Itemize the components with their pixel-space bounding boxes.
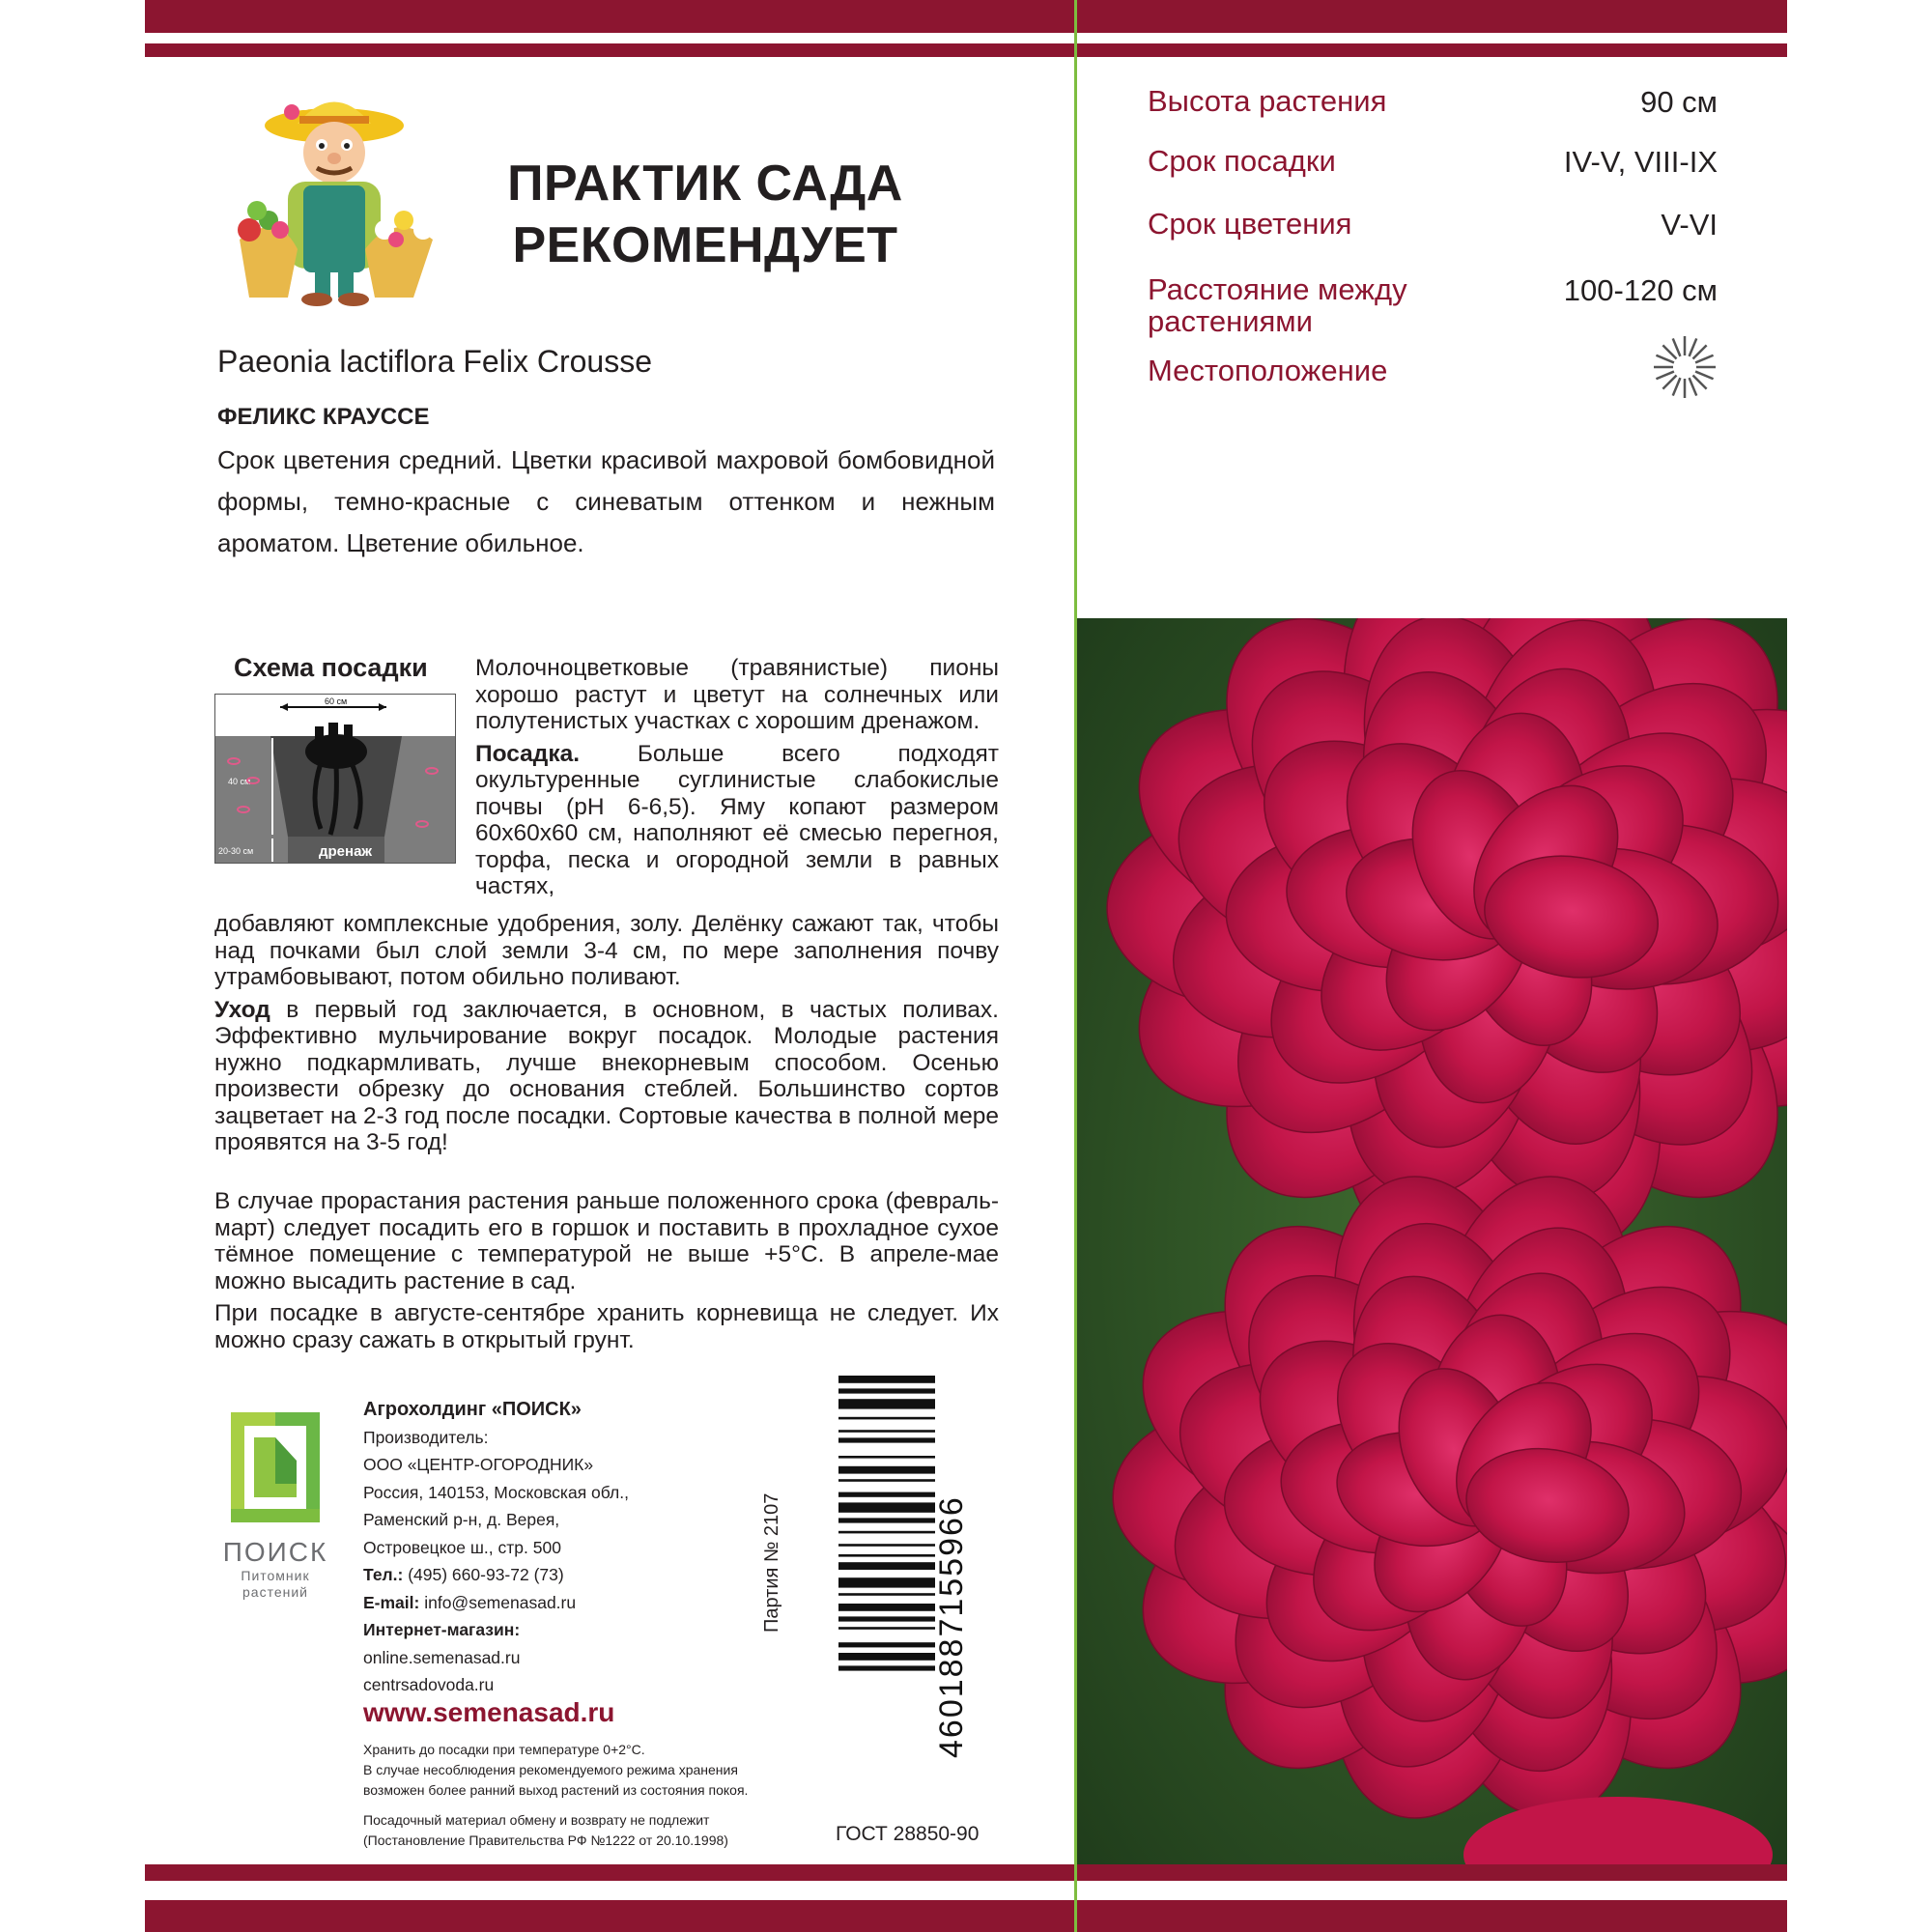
storage-line-1: Хранить до посадки при температуре 0+2°С. (363, 1742, 645, 1757)
barcode-bar (838, 1456, 935, 1459)
sun-ray (1692, 345, 1706, 358)
scheme-width-label: 60 см (325, 696, 348, 706)
august-planting-text: При посадке в августе-сентябре хранить корневища не следует. Их можно сразу сажать в открытый грунт. (214, 1300, 999, 1353)
latin-name: Paeonia lactiflora Felix Crousse (217, 344, 652, 379)
scheme-title: Схема посадки (234, 653, 428, 682)
barcode-bar (838, 1627, 935, 1630)
care-intro: Молочноцветковые (травянистые) пионы хорошо растут и цветут на солнечных или полутенистых участках с хорошим дренажом. (475, 655, 999, 734)
barcode-bar (838, 1417, 935, 1420)
sun-ray (1656, 372, 1673, 380)
spec-label-location: Местоположение (1148, 354, 1388, 387)
barcode-bar (838, 1593, 935, 1596)
spec-label-height: Высота растения (1148, 84, 1387, 118)
poisk-logo-icon (217, 1403, 333, 1528)
barcode-bar (838, 1479, 935, 1482)
brand-name: ПОИСК (222, 1537, 328, 1567)
barcode-bar (838, 1531, 935, 1534)
spec-label-planting-time: Срок посадки (1148, 144, 1336, 178)
barcode-bar (838, 1430, 935, 1433)
barcode-bar (838, 1544, 935, 1547)
brand-subtitle-1: Питомник (241, 1568, 310, 1583)
peony-photo (1077, 618, 1787, 1864)
phone-line (363, 1561, 817, 1589)
barcode-bar (838, 1388, 935, 1393)
early-block (214, 1188, 999, 1353)
bottom-band (145, 1900, 1787, 1932)
barcode-bar (838, 1577, 935, 1587)
storage-line-4: Посадочный материал обмену и возврату не подлежит (363, 1812, 710, 1828)
planting-scheme-diagram (214, 694, 456, 864)
page-title (444, 153, 966, 276)
sun-ray (1692, 375, 1706, 388)
barcode-bar (838, 1653, 935, 1661)
barcode-bar (838, 1376, 935, 1383)
phone-label: Тел.: (363, 1565, 404, 1584)
barcode-number: 4601887155966 (933, 1495, 970, 1758)
spec-value-height: 90 см (1640, 85, 1718, 119)
storage-line-2: В случае несоблюдения рекомендуемого режима хранения (363, 1762, 738, 1777)
barcode-bar (838, 1554, 935, 1557)
early-sprouting-text: В случае прорастания растения раньше положенного срока (февраль-март) следует посадить его в горшок и поставить в прохладное сухое тёмное помещение с температурой не выше +5°С. В апреле-мае можно высадить растение в сад. (214, 1188, 999, 1294)
batch-number: Партия № 2107 (761, 1492, 782, 1633)
address-line-2: Раменский р-н, д. Верея, (363, 1510, 560, 1529)
sun-ray (1662, 375, 1676, 388)
producer-label: Производитель: (363, 1427, 489, 1447)
care-intro-block (475, 655, 999, 900)
scheme-drain-depth-label: 20-30 см (218, 846, 254, 856)
bottom-band-thin (145, 1864, 1787, 1881)
storage-notes (363, 1740, 866, 1851)
producer-name: ООО «ЦЕНТР-ОГОРОДНИК» (363, 1455, 594, 1474)
planting-label: Посадка. (475, 740, 581, 767)
storage-line-5: (Постановление Правительства РФ №1222 от 20.10.1998) (363, 1833, 728, 1848)
shop-link-2[interactable]: centrsadovoda.ru (363, 1675, 495, 1694)
spec-value-spacing: 100-120 см (1563, 273, 1718, 307)
top-band-thin (145, 43, 1787, 57)
care-label: Уход (214, 996, 270, 1023)
care-main-block (214, 911, 999, 1156)
company-info (363, 1396, 817, 1699)
sun-ray (1690, 378, 1697, 395)
shop-link-1[interactable]: online.semenasad.ru (363, 1647, 521, 1667)
barcode-bar (838, 1642, 935, 1647)
barcode-bar (838, 1518, 935, 1522)
email-address[interactable]: info@semenasad.ru (419, 1592, 577, 1612)
spec-value-planting-time: IV-V, VIII-IX (1563, 145, 1718, 179)
planting-paragraph-a (475, 741, 999, 900)
barcode-bar (838, 1562, 935, 1570)
scheme-drain-label: дренаж (319, 843, 373, 860)
holding-name: Агрохолдинг «ПОИСК» (363, 1399, 582, 1420)
variety-name: ФЕЛИКС КРАУССЕ (217, 404, 430, 430)
gost-label: ГОСТ 28850-90 (836, 1823, 980, 1845)
spec-label-bloom-time: Срок цветения (1148, 207, 1352, 241)
email-line (363, 1589, 817, 1617)
title-line-2: РЕКОМЕНДУЕТ (512, 217, 898, 273)
barcode-bar (838, 1437, 935, 1442)
address-line-3: Островецкое ш., стр. 500 (363, 1537, 561, 1557)
sun-icon (1652, 334, 1718, 400)
barcode-bar (838, 1616, 935, 1621)
storage-line-3: возможен более ранний выход растений из состояния покоя. (363, 1782, 749, 1798)
barcode-bar (838, 1399, 935, 1408)
sun-ray (1656, 355, 1673, 363)
planting-text-a: Больше всего подходят окультуренные суглинистые слабокислые почвы (pH 6-6,5). Яму копают размером 60х60х60 см, наполняют её смесью перегноя, торфа, песка и огородной земли в равных частях, (475, 740, 999, 899)
barcode-bar (838, 1492, 935, 1497)
spec-label-spacing: Расстояние между растениями (1148, 272, 1407, 338)
barcode-bar (838, 1665, 935, 1670)
title-line-1: ПРАКТИК САДА (507, 156, 903, 212)
address-line-1: Россия, 140153, Московская обл., (363, 1482, 629, 1502)
email-label: E-mail: (363, 1592, 420, 1612)
poisk-logo (213, 1403, 338, 1600)
website-link[interactable]: www.semenasad.ru (363, 1697, 615, 1727)
phone-number: (495) 660-93-72 (73) (403, 1565, 564, 1584)
top-band (145, 0, 1787, 33)
sun-ray (1695, 355, 1713, 363)
brand-subtitle-2: растений (242, 1584, 308, 1600)
gardener-mascot-icon (220, 85, 452, 307)
plant-description: Срок цветения средний. Цветки красивой махровой бомбовидной формы, темно-красные с синеватым оттенком и нежным ароматом. Цветение обильное. (217, 445, 995, 557)
care-text: в первый год заключается, в основном, в частых поливах. Эффективно мульчирование вокруг посадок. Молодые растения нужно подкармливать, лучше внекорневым способом. Осенью произвести обрезку до основания стеблей. Большинство сортов зацветает на 2-3 год после посадки. Сортовые качества в полной мере проявятся на 3-5 год! (214, 996, 999, 1155)
sun-ray (1695, 372, 1713, 380)
barcode-bar (838, 1466, 935, 1474)
spec-value-bloom-time: V-VI (1661, 208, 1718, 242)
sun-ray (1673, 378, 1681, 395)
barcode-bar (838, 1502, 935, 1512)
sun-ray (1690, 338, 1697, 355)
scheme-depth-label: 40 см (228, 777, 251, 786)
shop-label: Интернет-магазин: (363, 1620, 521, 1639)
planting-text-b: добавляют комплексные удобрения, золу. Делёнку сажают так, чтобы над почками был слой земли 3-4 см, по мере заполнения почву утрамбовывают, потом обильно поливают. (214, 911, 999, 990)
barcode-bar (838, 1604, 935, 1611)
sun-ray (1673, 338, 1681, 355)
barcode (838, 1376, 974, 1758)
sun-ray (1662, 345, 1676, 358)
care-paragraph (214, 997, 999, 1156)
